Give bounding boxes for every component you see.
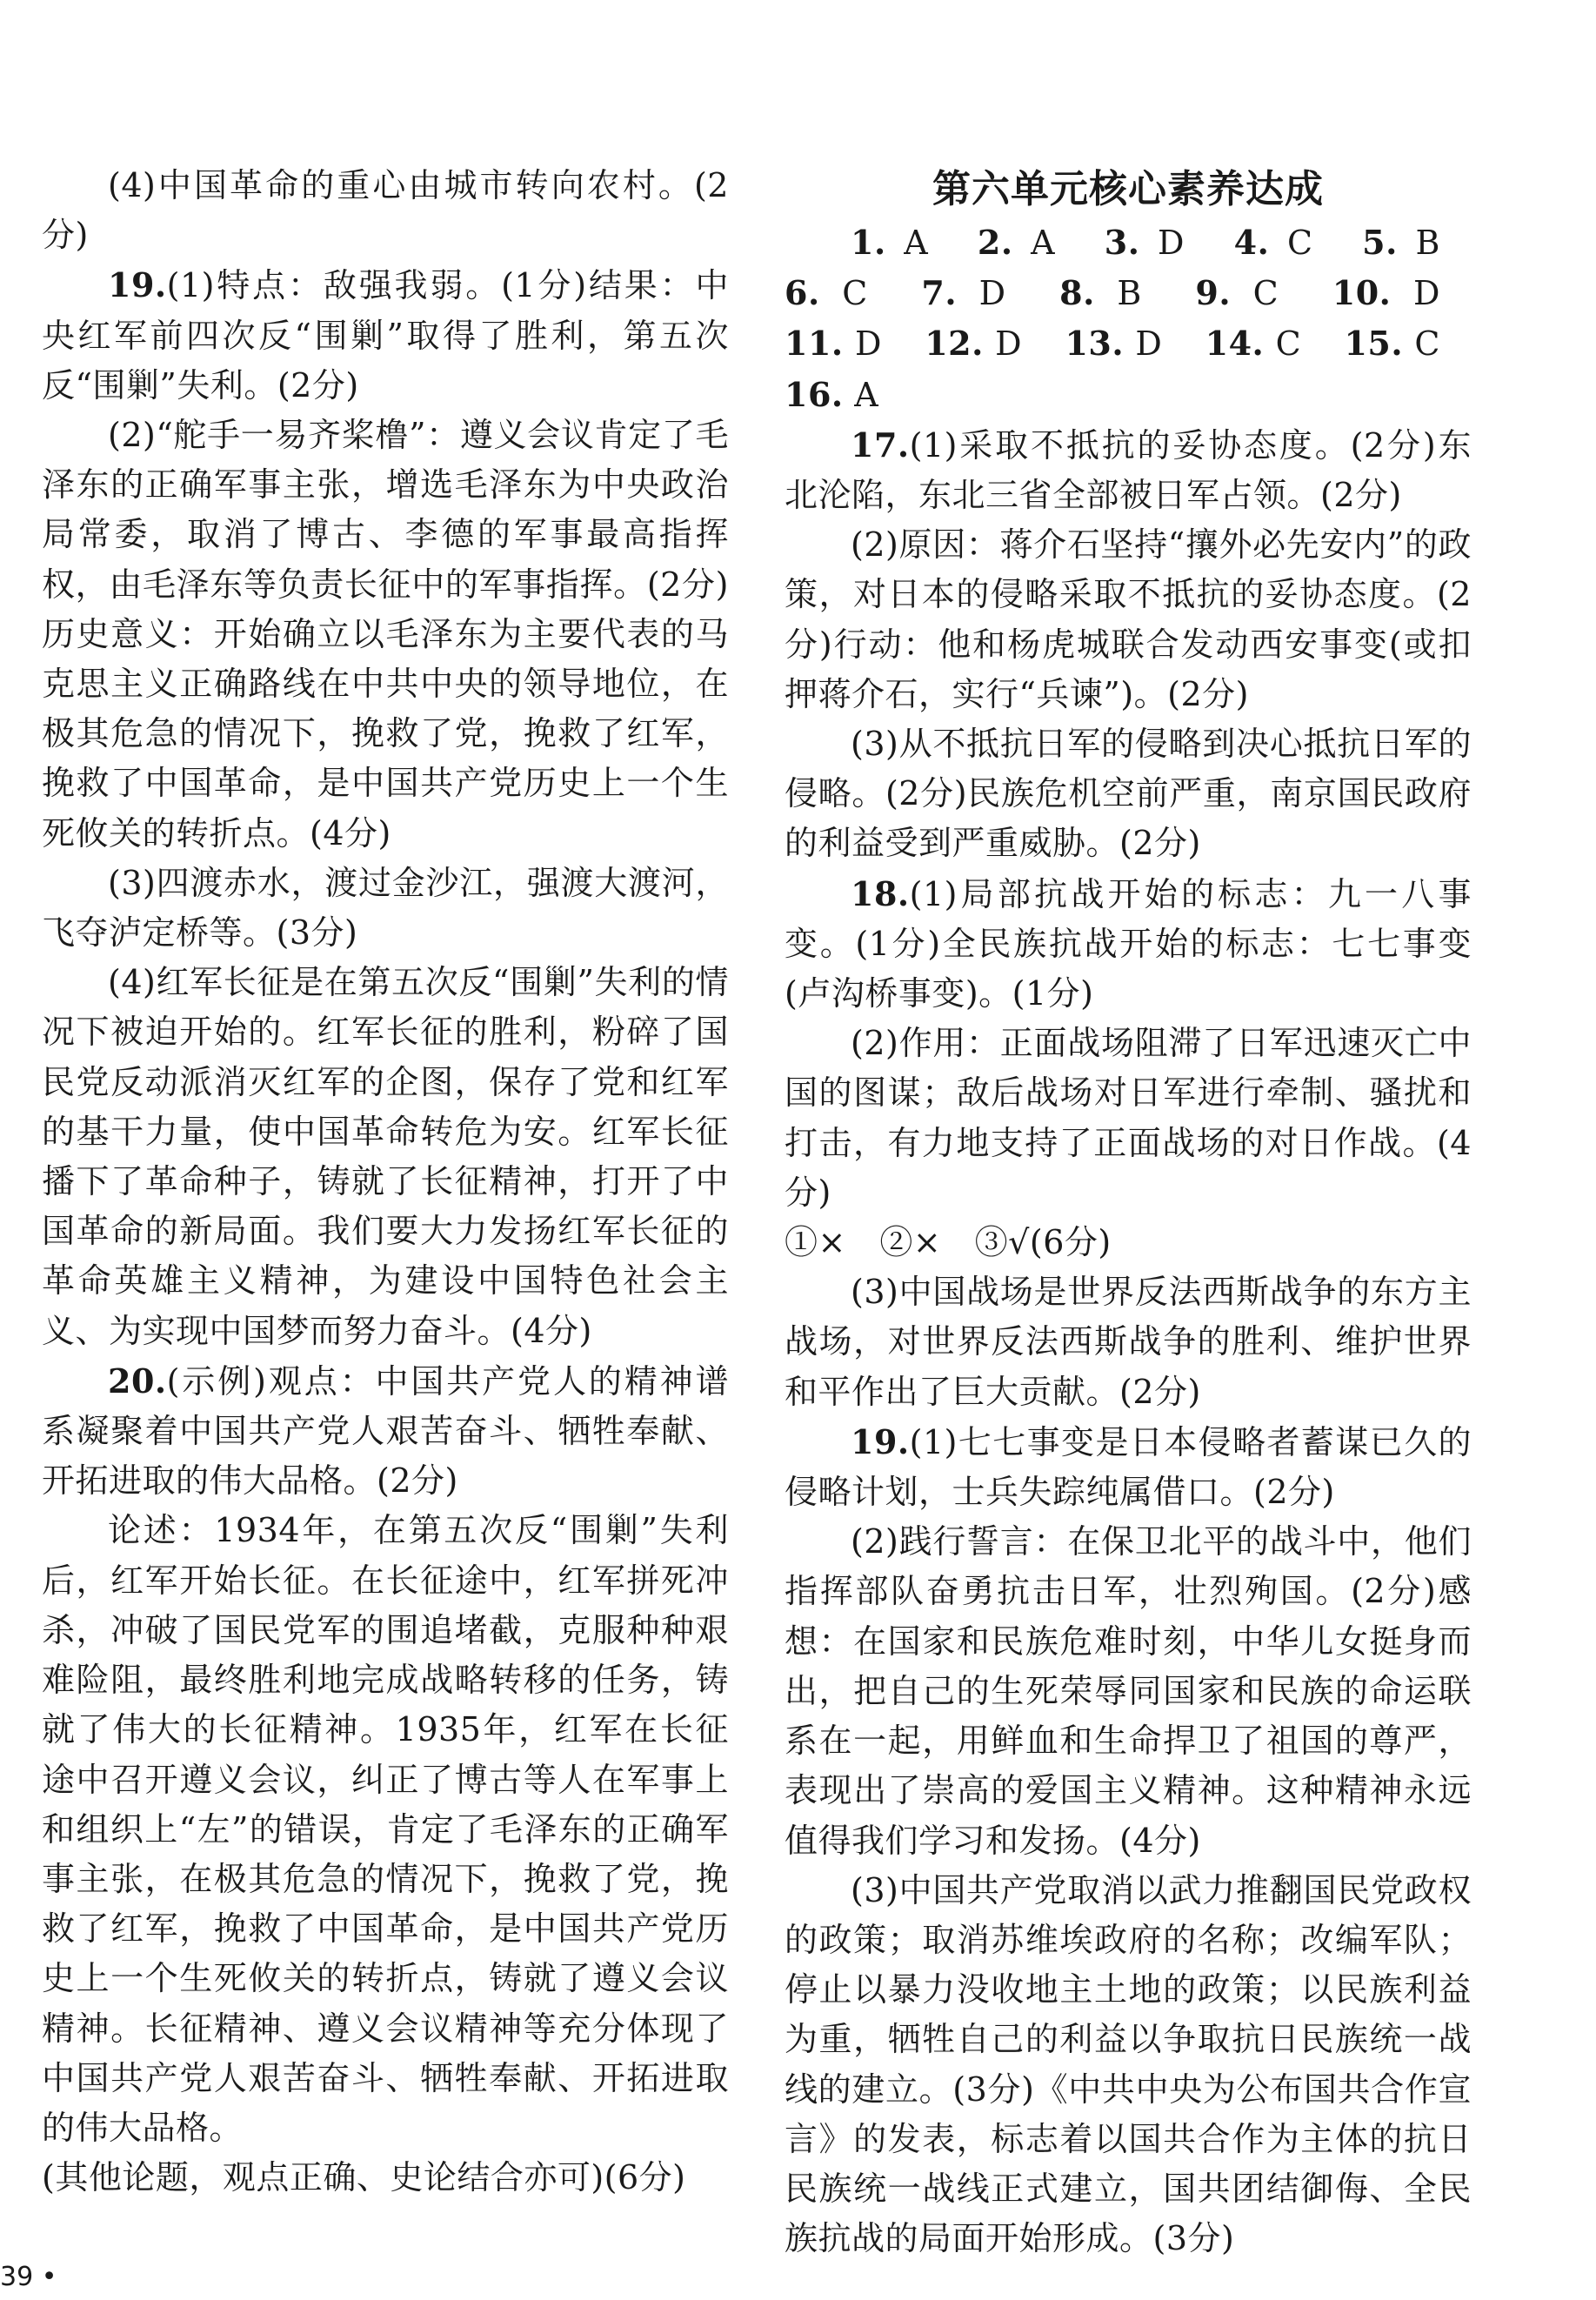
- choice-answer: [1234, 224, 1313, 262]
- choice-answer: [1332, 274, 1440, 312]
- choice-number: 13.: [1065, 324, 1125, 364]
- choice-number: 9.: [1195, 273, 1232, 313]
- section-title: 第六单元核心素养达成: [932, 167, 1324, 211]
- question-paragraph: [42, 1356, 729, 1507]
- left-column: [42, 161, 729, 2203]
- answer-text: ①× ②× ③√(6分): [785, 1223, 1112, 1262]
- question-paragraph: [42, 260, 729, 411]
- answer-paragraph: [785, 719, 1472, 869]
- choice-number: 4.: [1233, 223, 1270, 262]
- choice-letter: A: [854, 375, 879, 414]
- answer-text: (3)从不抵抗日军的侵略到决心抵抗日军的侵略。(2分)民族危机空前严重，南京国民政府的利益受到严重威胁。(2分): [785, 725, 1472, 863]
- choice-letter: B: [1117, 274, 1142, 313]
- question-number: 19.: [108, 265, 167, 305]
- choice-letter: C: [1414, 324, 1440, 364]
- answer-text: (2)原因：蒋介石坚持“攘外必先安内”的政策，对日本的侵略采取不抵抗的妥协态度。(2分)行动：他和杨虎城联合发动西安事变(或扣押蒋介石，实行“兵谏”)。(2分): [785, 525, 1472, 713]
- answer-text: (1)采取不抵抗的妥协态度。(2分)东北沦陷，东北三省全部被日军占领。(2分): [785, 425, 1472, 515]
- choice-letter: D: [1412, 274, 1440, 313]
- answer-text: 论述：1934年，在第五次反“围剿”失利后，红军开始长征。在长征途中，红军拼死冲杀，冲破了国民党军的围追堵截，克服种种艰难险阻，最终胜利地完成战略转移的任务，铸就了伟大的长征精神。1935年，红军在长征途中召开遵义会议，纠正了博古等人在军事上和组织上“左”的错误，肯定了毛泽东的正确军事主张，在极其危急的情况下，挽救了党，挽救了红军，挽救了中国革命，是中国共产党历史上一个生死攸关的转折点，铸就了遵义会议精神。长征精神、遵义会议精神等充分体现了中国共产党人艰苦奋斗、牺牲奉献、开拓进取的伟大品格。: [42, 1511, 729, 2147]
- choice-number: 7.: [921, 273, 958, 313]
- choice-answer: [1065, 324, 1162, 363]
- choice-letter: B: [1415, 224, 1440, 262]
- answer-text: (4)中国革命的重心由城市转向农村。(2分): [42, 166, 729, 255]
- choice-number: 8.: [1059, 273, 1095, 313]
- answer-text: (其他论题，观点正确、史论结合亦可)(6分): [42, 2158, 686, 2197]
- choice-answer: [1362, 224, 1440, 262]
- answer-text: (2)“舵手一易齐桨橹”：遵义会议肯定了毛泽东的正确军事主张，增选毛泽东为中央政治局常委，取消了博古、李德的军事最高指挥权，由毛泽东等负责长征中的军事指挥。(2分)历史意义：开始确立以毛泽东为主要代表的马克思主义正确路线在中共中央的领导地位，在极其危急的情况下，挽救了党，挽救了红军，挽救了中国革命，是中国共产党历史上一个生死攸关的转折点。(4分): [42, 416, 729, 852]
- choice-letter: A: [1031, 224, 1056, 262]
- choice-number: 11.: [785, 324, 844, 364]
- answer-paragraph: [42, 958, 729, 1356]
- choice-number: 14.: [1205, 324, 1265, 364]
- choice-answer: [785, 274, 868, 312]
- choice-answer: [1195, 274, 1279, 312]
- choice-number: 16.: [785, 374, 844, 414]
- choice-letter: C: [842, 274, 868, 313]
- choice-number: 15.: [1344, 324, 1404, 364]
- choice-answer: [978, 224, 1055, 262]
- question-number: 20.: [108, 1361, 167, 1401]
- question-paragraph: [785, 420, 1472, 520]
- page-number: 39 •: [0, 2262, 57, 2292]
- choice-answer: [851, 224, 928, 262]
- choice-letter: D: [995, 324, 1023, 364]
- choice-letter: D: [978, 274, 1006, 313]
- answer-text: (3)四渡赤水，渡过金沙江，强渡大渡河，飞夺泸定桥等。(3分): [42, 863, 729, 953]
- choice-letter: D: [854, 324, 882, 364]
- choice-number: 2.: [977, 223, 1013, 262]
- choice-letter: C: [1275, 324, 1302, 364]
- choice-number: 5.: [1362, 223, 1398, 262]
- answer-paragraph: [785, 1517, 1472, 1865]
- right-column: [785, 217, 1472, 2263]
- choice-number: 3.: [1104, 223, 1140, 262]
- answer-text: (3)中国战场是世界反法西斯战争的东方主战场，对世界反法西斯战争的胜利、维护世界和平作出了巨大贡献。(2分): [785, 1273, 1472, 1411]
- choice-letter: D: [1135, 324, 1163, 364]
- choice-answer-list: [785, 217, 1472, 420]
- choice-answer: [1059, 274, 1142, 312]
- question-number: 19.: [851, 1421, 910, 1461]
- choice-letter: D: [1158, 224, 1185, 262]
- choice-answer: [921, 274, 1005, 312]
- answer-paragraph: [785, 520, 1472, 719]
- answer-paragraph: [785, 1866, 1472, 2264]
- answer-paragraph: [785, 1267, 1472, 1417]
- question-paragraph: [785, 1417, 1472, 1517]
- answer-paragraph: [42, 161, 729, 260]
- choice-letter: C: [1252, 274, 1279, 313]
- choice-number: 1.: [851, 223, 886, 262]
- choice-answer: [785, 324, 882, 363]
- answer-text: (2)作用：正面战场阻滞了日军迅速灭亡中国的图谋；敌后战场对日军进行牵制、骚扰和打击，有力地支持了正面战场的对日作战。(4分): [785, 1024, 1472, 1212]
- answer-text: (1)局部抗战开始的标志：九一八事变。(1分)全民族抗战开始的标志：七七事变(卢沟桥事变)。(1分): [785, 874, 1472, 1013]
- choice-letter: C: [1286, 224, 1313, 262]
- answer-paragraph: [785, 1218, 1472, 1267]
- answer-text: (1)七七事变是日本侵略者蓄谋已久的侵略计划，士兵失踪纯属借口。(2分): [785, 1422, 1472, 1512]
- answer-text: (1)特点：敌强我弱。(1分)结果：中央红军前四次反“围剿”取得了胜利，第五次反“围剿”失利。(2分): [42, 266, 729, 405]
- choice-number: 12.: [925, 324, 984, 364]
- answer-paragraph: [42, 1506, 729, 2153]
- choice-answer: [1105, 224, 1185, 262]
- choice-number: 10.: [1332, 273, 1392, 313]
- answer-text: (4)红军长征是在第五次反“围剿”失利的情况下被迫开始的。红军长征的胜利，粉碎了国民党反动派消灭红军的企图，保存了党和红军的基干力量，使中国革命转危为安。红军长征播下了革命种子，铸就了长征精神，打开了中国革命的新局面。我们要大力发扬红军长征的革命英雄主义精神，为建设中国特色社会主义、为实现中国梦而努力奋斗。(4分): [42, 963, 729, 1350]
- choice-answer: [1344, 324, 1440, 363]
- choice-answer: [925, 324, 1022, 363]
- answer-paragraph: [42, 2153, 729, 2203]
- answer-paragraph: [42, 411, 729, 859]
- question-number: 18.: [851, 873, 910, 913]
- choice-letter: A: [904, 224, 929, 262]
- answer-paragraph: [785, 1019, 1472, 1218]
- choice-number: 6.: [785, 273, 820, 313]
- answer-text: (示例)观点：中国共产党人的精神谱系凝聚着中国共产党人艰苦奋斗、牺牲奉献、开拓进取的伟大品格。(2分): [42, 1361, 729, 1501]
- choice-answer: [1205, 324, 1302, 363]
- answer-text: (3)中国共产党取消以武力推翻国民党政权的政策；取消苏维埃政府的名称；改编军队；停止以暴力没收地主土地的政策；以民族利益为重，牺牲自己的利益以争取抗日民族统一战线的建立。(3分)《中共中央为公布国共合作宣言》的发表，标志着以国共合作为主体的抗日民族统一战线正式建立，国共团结御侮、全民族抗战的局面开始形成。(3分): [785, 1870, 1472, 2258]
- choice-answer: [785, 376, 878, 414]
- question-number: 17.: [851, 425, 910, 465]
- answer-paragraph: [42, 859, 729, 958]
- answer-text: (2)践行誓言：在保卫北平的战斗中，他们指挥部队奋勇抗击日军，壮烈殉国。(2分)感想：在国家和民族危难时刻，中华儿女挺身而出，把自己的生死荣辱同国家和民族的命运联系在一起，用鲜血和生命捍卫了祖国的尊严，表现出了崇高的爱国主义精神。这种精神永远值得我们学习和发扬。(4分): [785, 1522, 1472, 1860]
- question-paragraph: [785, 869, 1472, 1020]
